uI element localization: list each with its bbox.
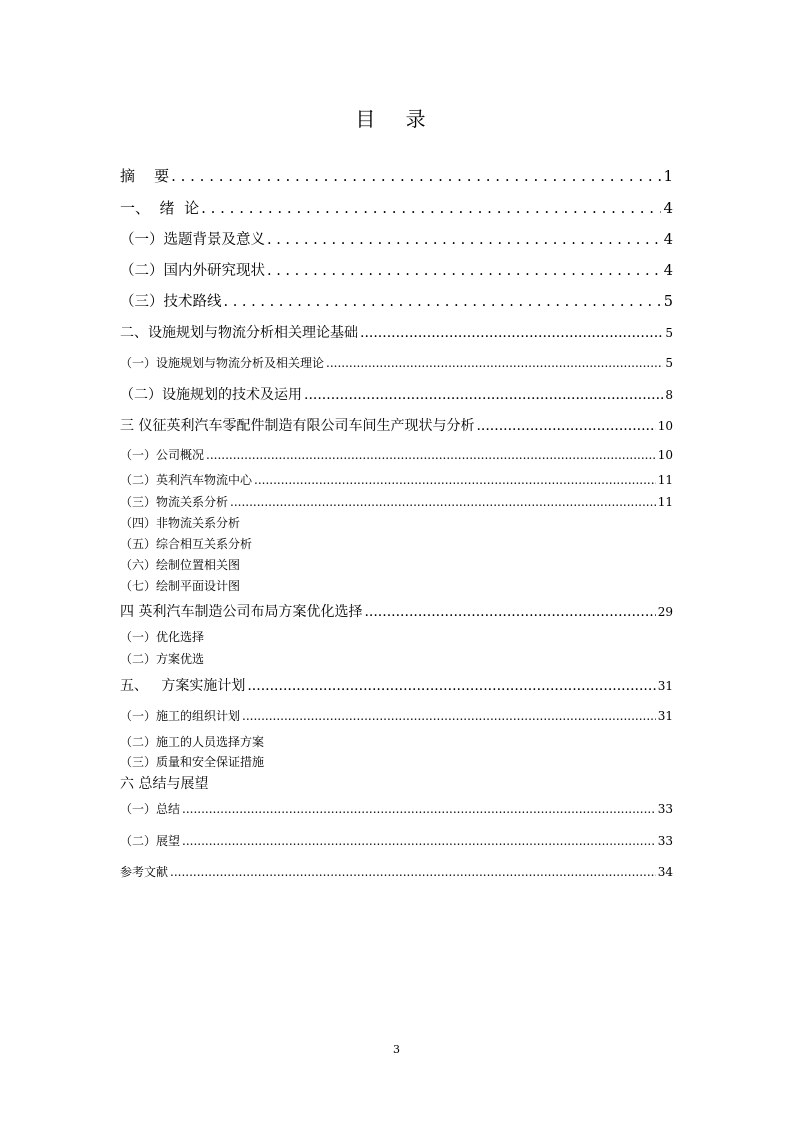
toc-leader bbox=[364, 604, 655, 620]
toc-entry-label: （二）方案优选 bbox=[120, 652, 205, 666]
toc-entry[interactable] bbox=[120, 707, 673, 724]
toc-entry-page: 33 bbox=[657, 802, 673, 816]
toc-entry-page: 4 bbox=[663, 199, 673, 217]
toc-entry-label: （一）选题背景及意义 bbox=[120, 232, 265, 248]
toc-entry-page: 1 bbox=[663, 167, 673, 185]
toc-entry[interactable] bbox=[120, 773, 673, 793]
toc-leader bbox=[267, 263, 662, 279]
toc-entry-page: 29 bbox=[657, 605, 673, 619]
toc-leader bbox=[182, 834, 656, 848]
toc-leader bbox=[360, 325, 663, 341]
toc-entry-label: 摘 要 bbox=[120, 167, 170, 185]
toc-leader bbox=[267, 232, 662, 248]
toc-entry-page: 8 bbox=[665, 388, 673, 402]
toc-entry[interactable] bbox=[120, 832, 673, 849]
toc-leader bbox=[247, 678, 655, 694]
toc-entry[interactable] bbox=[120, 384, 673, 404]
toc-entry[interactable] bbox=[120, 753, 673, 770]
toc-entry[interactable] bbox=[120, 446, 673, 463]
toc-entry-label: （二）设施规划的技术及运用 bbox=[120, 387, 302, 403]
toc-entry[interactable] bbox=[120, 577, 673, 594]
toc-entry-label: （一）优化选择 bbox=[120, 630, 205, 644]
toc-entry-label: （一）设施规划与物流分析及相关理论 bbox=[120, 356, 325, 370]
toc-leader bbox=[242, 709, 656, 723]
toc-entry[interactable] bbox=[120, 863, 673, 880]
page-number: 3 bbox=[393, 1043, 400, 1056]
toc-leader bbox=[170, 865, 656, 879]
toc-entry-label: （二）国内外研究现状 bbox=[120, 263, 265, 279]
toc-entry-page: 5 bbox=[665, 356, 673, 370]
toc-entry[interactable] bbox=[120, 800, 673, 817]
toc-entry-page: 4 bbox=[663, 263, 673, 279]
toc-entry[interactable] bbox=[120, 165, 673, 186]
toc-entry-label: （二）英利汽车物流中心 bbox=[120, 473, 253, 487]
toc-entry[interactable] bbox=[120, 493, 673, 510]
toc-title: 目 录 bbox=[355, 107, 438, 131]
toc-entry[interactable] bbox=[120, 471, 673, 488]
toc-entry[interactable] bbox=[120, 228, 673, 249]
toc-entry-label: （五）综合相互关系分析 bbox=[120, 537, 253, 551]
toc-entry-label: （二）展望 bbox=[120, 834, 181, 848]
toc-entry-label: （四）非物流关系分析 bbox=[120, 516, 241, 530]
toc-entry[interactable] bbox=[120, 197, 673, 218]
toc-leader bbox=[304, 387, 663, 403]
toc-entry-page: 31 bbox=[657, 679, 673, 693]
toc-entry-label: 一、 绪 论 bbox=[120, 199, 200, 217]
toc-entry-label: （三）物流关系分析 bbox=[120, 495, 229, 509]
toc-leader bbox=[201, 199, 661, 217]
toc-entry[interactable] bbox=[120, 628, 673, 645]
toc-entry[interactable] bbox=[120, 675, 673, 695]
toc-entry[interactable] bbox=[120, 535, 673, 552]
toc-entry[interactable] bbox=[120, 322, 673, 342]
toc-entry-page: 11 bbox=[657, 495, 673, 509]
toc-entry-page: 31 bbox=[657, 709, 673, 723]
toc-leader bbox=[171, 167, 661, 185]
toc-entry-label: （三）质量和安全保证措施 bbox=[120, 755, 265, 769]
toc-entry-page: 10 bbox=[657, 448, 673, 462]
toc-leader bbox=[182, 802, 656, 816]
toc-entry[interactable] bbox=[120, 514, 673, 531]
toc-entry[interactable] bbox=[120, 601, 673, 621]
toc-entry-label: （六）绘制位置相关图 bbox=[120, 558, 241, 572]
toc-leader bbox=[326, 356, 663, 370]
toc-entry-label: （七）绘制平面设计图 bbox=[120, 579, 241, 593]
toc-leader bbox=[224, 294, 662, 310]
toc-entry-page: 5 bbox=[663, 294, 673, 310]
toc-entry-label: （一）施工的组织计划 bbox=[120, 709, 241, 723]
toc-entry-page: 33 bbox=[657, 834, 673, 848]
toc-entry-page: 4 bbox=[663, 232, 673, 248]
toc-entry-label: （二）施工的人员选择方案 bbox=[120, 735, 265, 749]
toc-leader bbox=[230, 495, 656, 509]
toc-entry-label: 参考文献 bbox=[120, 865, 169, 879]
toc-entry-label: （三）技术路线 bbox=[120, 294, 222, 310]
toc-entry-page: 5 bbox=[665, 326, 673, 340]
toc-entry[interactable] bbox=[120, 733, 673, 750]
toc-entry[interactable] bbox=[120, 290, 673, 311]
toc-entry-label: 六 总结与展望 bbox=[120, 776, 209, 792]
toc-entry[interactable] bbox=[120, 354, 673, 371]
toc-entry[interactable] bbox=[120, 259, 673, 280]
toc-entry-label: 二、设施规划与物流分析相关理论基础 bbox=[120, 325, 358, 341]
toc-entry[interactable] bbox=[120, 415, 673, 435]
toc-leader bbox=[476, 418, 655, 434]
toc-leader bbox=[254, 473, 656, 487]
toc-leader bbox=[206, 448, 656, 462]
toc-entry-label: （一）总结 bbox=[120, 802, 181, 816]
toc-entry-page: 11 bbox=[657, 473, 673, 487]
toc-entry-label: 三 仪征英利汽车零配件制造有限公司车间生产现状与分析 bbox=[120, 418, 475, 434]
toc-entry-label: （一）公司概况 bbox=[120, 448, 205, 462]
toc-entry-page: 34 bbox=[657, 865, 673, 879]
toc-entry[interactable] bbox=[120, 556, 673, 573]
toc-entry-page: 10 bbox=[657, 419, 673, 433]
toc-entry[interactable] bbox=[120, 650, 673, 667]
toc-entry-label: 五、 方案实施计划 bbox=[120, 678, 246, 694]
toc-entry-label: 四 英利汽车制造公司布局方案优化选择 bbox=[120, 604, 363, 620]
